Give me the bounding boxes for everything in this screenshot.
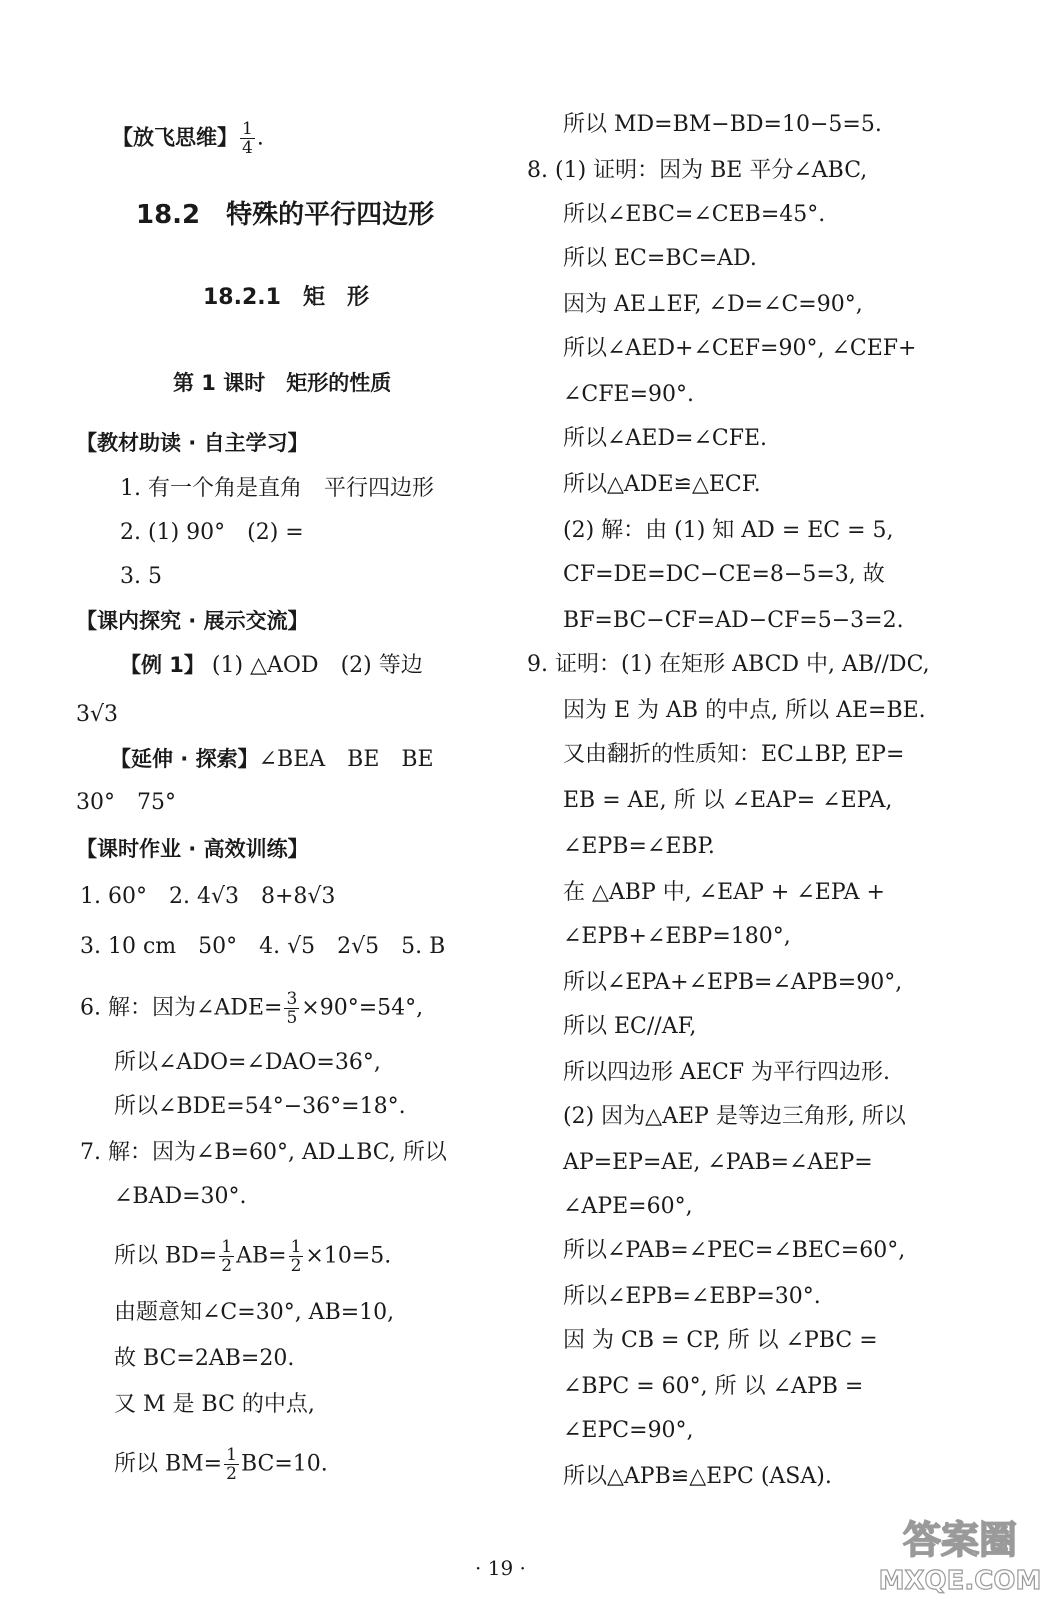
fangfei-label: 【放飞思维】 — [112, 125, 238, 150]
period: . — [256, 125, 264, 151]
watermark-logo — [870, 1505, 1050, 1597]
right-line-14: 因为 E 为 AB 的中点, 所以 AE=BE. — [563, 698, 926, 723]
right-line-18: 在 △ABP 中, ∠EAP + ∠EPA + — [563, 880, 885, 905]
right-line-10: (2) 解：由 (1) 知 AD = EC = 5, — [563, 518, 894, 543]
right-line-28: 因 为 CB = CP, 所 以 ∠PBC = — [563, 1328, 878, 1353]
jc-item-3: 3. 5 — [120, 564, 162, 589]
header-jiaocai: 【教材助读 · 自主学习】 — [76, 431, 309, 455]
hw-item-1: 1. 60° 2. 4√3 8+8√3 — [80, 884, 336, 909]
fraction-denominator: 2 — [226, 1464, 237, 1484]
hw-7c-pre: 所以 BD= — [114, 1243, 218, 1269]
page-number: · 19 · — [475, 1556, 526, 1580]
hw-7-line-c — [114, 1238, 391, 1275]
right-line-4: 所以 EC=BC=AD. — [563, 246, 757, 271]
hw-6a-pre: 6. 解：因为∠ADE= — [80, 995, 283, 1021]
right-line-24: AP=EP=AE, ∠PAB=∠AEP= — [563, 1150, 873, 1175]
example1-text: (1) △AOD (2) 等边 — [204, 653, 423, 678]
hw-6-line-c: 所以∠BDE=54°−36°=18°. — [114, 1094, 406, 1119]
hw-6a-fraction — [284, 990, 299, 1027]
right-line-22: 所以四边形 AECF 为平行四边形. — [563, 1060, 891, 1085]
hw-6a-post: ×90°=54°, — [301, 995, 424, 1021]
right-line-27: 所以∠EPB=∠EBP=30°. — [563, 1284, 821, 1309]
hw-7-line-b: ∠BAD=30°. — [114, 1184, 247, 1209]
fraction-numerator: 1 — [226, 1445, 237, 1465]
right-line-26: 所以∠PAB=∠PEC=∠BEC=60°, — [563, 1238, 906, 1263]
yanshen-line — [110, 744, 434, 775]
fraction-numerator: 3 — [286, 989, 298, 1009]
right-line-11: CF=DE=DC−CE=8−5=3, 故 — [563, 562, 885, 587]
right-line-29: ∠BPC = 60°, 所 以 ∠APB = — [563, 1374, 864, 1399]
right-line-5: 因为 AE⊥EF, ∠D=∠C=90°, — [563, 292, 863, 317]
hw-7c-post: ×10=5. — [305, 1243, 392, 1269]
right-line-23: (2) 因为△AEP 是等边三角形, 所以 — [563, 1104, 906, 1129]
right-line-12: BF=BC−CF=AD−CF=5−3=2. — [563, 608, 904, 633]
example1-cont: 3√3 — [76, 702, 119, 727]
right-line-3: 所以∠EBC=∠CEB=45°. — [563, 202, 826, 227]
right-line-17: ∠EPB=∠EBP. — [563, 834, 715, 859]
right-line-7: ∠CFE=90°. — [563, 382, 695, 407]
fraction-denominator: 2 — [290, 1256, 302, 1276]
fraction-denominator: 2 — [221, 1256, 233, 1276]
right-line-13: 9. 证明：(1) 在矩形 ABCD 中, AB//DC, — [527, 652, 930, 677]
hw-item-3: 3. 10 cm 50° 4. √5 2√5 5. B — [80, 934, 446, 959]
hw-7g-post: BC=10. — [240, 1451, 328, 1477]
header-keshi: 【课时作业 · 高效训练】 — [76, 837, 309, 861]
section-title: 18.2 特殊的平行四边形 — [136, 200, 435, 230]
right-line-8: 所以∠AED=∠CFE. — [563, 426, 768, 451]
hw-7-line-g — [114, 1446, 328, 1483]
right-line-16: EB = AE, 所 以 ∠EAP= ∠EPA, — [563, 788, 893, 813]
hw-7c-fraction-1 — [219, 1238, 234, 1275]
fangfei-line — [112, 120, 264, 157]
hw-7g-fraction — [224, 1446, 239, 1483]
right-line-6: 所以∠AED+∠CEF=90°, ∠CEF+ — [563, 336, 917, 361]
fraction-numerator: 1 — [242, 119, 253, 139]
watermark-main-text: 答案圈 — [902, 1518, 1018, 1562]
hw-6-line-a — [80, 990, 423, 1027]
right-line-31: 所以△APB≌△EPC (ASA). — [563, 1464, 832, 1489]
fraction-denominator: 4 — [242, 138, 253, 158]
fraction-numerator: 1 — [221, 1237, 233, 1257]
hw-7g-pre: 所以 BM= — [114, 1451, 223, 1477]
right-line-20: 所以∠EPA+∠EPB=∠APB=90°, — [563, 970, 903, 995]
right-line-30: ∠EPC=90°, — [563, 1418, 694, 1443]
yanshen-label: 【延伸 · 探索】 — [110, 747, 259, 771]
example1-label: 【例 1】 — [120, 653, 205, 677]
fangfei-fraction — [240, 120, 255, 157]
header-kenei: 【课内探究 · 展示交流】 — [76, 609, 309, 633]
lesson-title: 第 1 课时 矩形的性质 — [173, 371, 392, 395]
subsection-title: 18.2.1 矩 形 — [203, 285, 369, 310]
yanshen-text: ∠BEA BE BE — [258, 747, 434, 772]
watermark-sub-text: MXQE.COM — [878, 1566, 1042, 1596]
right-line-2: 8. (1) 证明：因为 BE 平分∠ABC, — [527, 158, 868, 183]
right-line-15: 又由翻折的性质知：EC⊥BP, EP= — [563, 742, 905, 767]
hw-7c-mid: AB= — [236, 1243, 287, 1269]
hw-7-line-e: 故 BC=2AB=20. — [114, 1346, 295, 1371]
hw-7-line-f: 又 M 是 BC 的中点, — [114, 1392, 315, 1417]
yanshen-cont: 30° 75° — [76, 790, 176, 815]
right-line-21: 所以 EC//AF, — [563, 1014, 697, 1039]
fraction-denominator: 5 — [286, 1008, 298, 1028]
jc-item-1: 1. 有一个角是直角 平行四边形 — [120, 476, 434, 501]
jc-item-2: 2. (1) 90° (2) = — [120, 520, 304, 545]
hw-7-line-a: 7. 解：因为∠B=60°, AD⊥BC, 所以 — [80, 1140, 447, 1165]
hw-7-line-d: 由题意知∠C=30°, AB=10, — [114, 1300, 395, 1325]
hw-7c-fraction-2 — [289, 1238, 304, 1275]
right-line-19: ∠EPB+∠EBP=180°, — [563, 924, 791, 949]
right-line-9: 所以△ADE≌△ECF. — [563, 472, 761, 497]
right-line-25: ∠APE=60°, — [563, 1194, 693, 1219]
hw-6-line-b: 所以∠ADO=∠DAO=36°, — [114, 1050, 381, 1075]
right-line-1: 所以 MD=BM−BD=10−5=5. — [563, 112, 882, 137]
example1-line — [120, 650, 423, 681]
fraction-numerator: 1 — [290, 1237, 302, 1257]
